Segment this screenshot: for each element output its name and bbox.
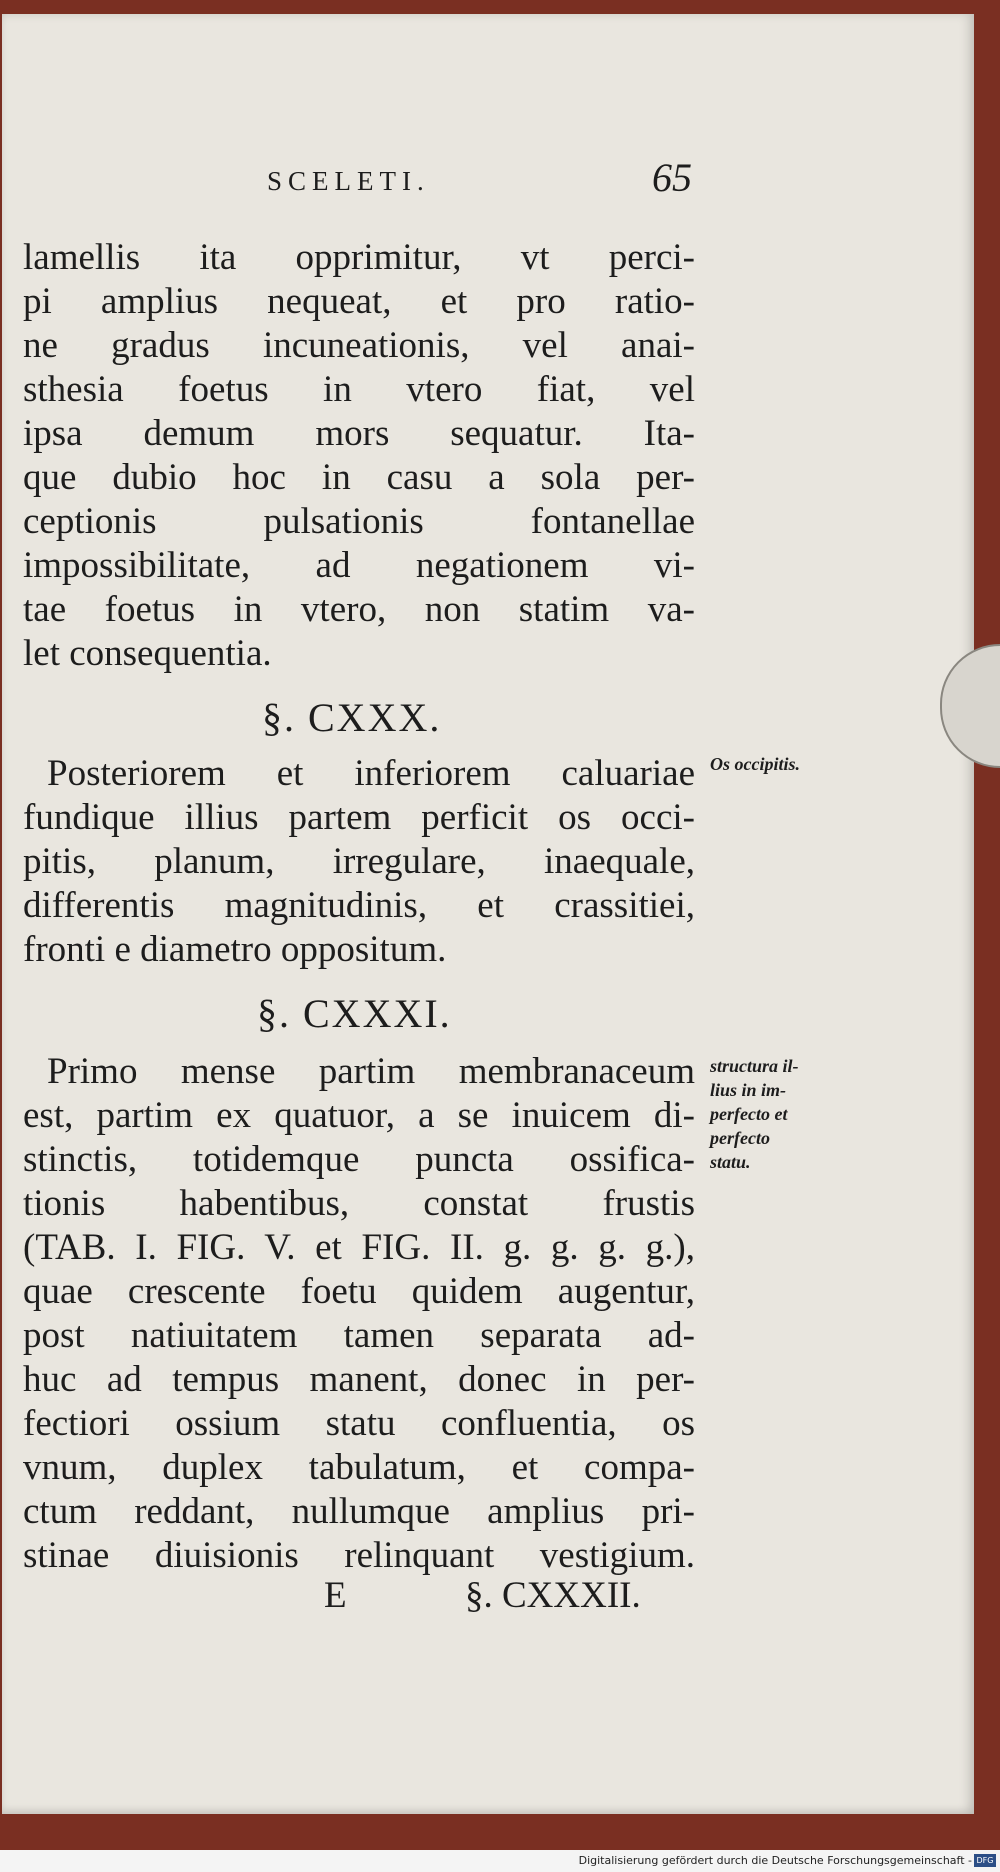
footer-credit: Digitalisierung gefördert durch die Deutsche Forschungsgemeinschaft - <box>578 1854 972 1867</box>
text-line: fundique illius partem perficit os occi- <box>23 797 695 838</box>
text-line: ne gradus incuneationis, vel anai- <box>23 325 695 366</box>
digitization-footer <box>0 1850 1000 1872</box>
book-page <box>2 14 974 1814</box>
margin-note: statu. <box>710 1152 751 1172</box>
page-tab-marker <box>940 644 1000 768</box>
running-head: SCELETI. <box>267 166 430 196</box>
margin-note: Os occipitis. <box>710 754 800 774</box>
margin-note: structura il- <box>710 1056 799 1076</box>
text-line: (TAB. I. FIG. V. et FIG. II. g. g. g. g.), <box>23 1227 695 1268</box>
text-line: post natiuitatem tamen separata ad- <box>23 1315 695 1356</box>
text-line: est, partim ex quatuor, a se inuicem di- <box>23 1095 695 1136</box>
page-number: 65 <box>652 155 692 200</box>
text-line: vnum, duplex tabulatum, et compa- <box>23 1447 695 1488</box>
margin-note: lius in im- <box>710 1080 787 1100</box>
text-line: stinctis, totidemque puncta ossifica- <box>23 1139 695 1180</box>
text-line: lamellis ita opprimitur, vt perci- <box>23 237 695 278</box>
text-line: fectiori ossium statu confluentia, os <box>23 1403 695 1444</box>
catchword: §. CXXXII. <box>465 1575 641 1616</box>
text-line: Primo mense partim membranaceum <box>47 1051 695 1092</box>
text-line: pi amplius nequeat, et pro ratio- <box>23 281 695 322</box>
text-line: ipsa demum mors sequatur. Ita- <box>23 413 695 454</box>
text-line: stinae diuisionis relinquant vestigium. <box>23 1535 695 1576</box>
text-line: impossibilitate, ad negationem vi- <box>23 545 695 586</box>
text-line: Posteriorem et inferiorem caluariae <box>47 753 695 794</box>
text-line: tae foetus in vtero, non statim va- <box>23 589 695 630</box>
margin-note: perfecto et <box>710 1104 788 1124</box>
text-line: ctum reddant, nullumque amplius pri- <box>23 1491 695 1532</box>
text-line: differentis magnitudinis, et crassitiei, <box>23 885 695 926</box>
dfg-logo: DFG <box>974 1854 996 1867</box>
text-line: fronti e diametro oppositum. <box>23 929 447 970</box>
text-line: huc ad tempus manent, donec in per- <box>23 1359 695 1400</box>
text-line: pitis, planum, irregulare, inaequale, <box>23 841 695 882</box>
signature-mark: E <box>324 1575 347 1616</box>
margin-note: perfecto <box>710 1128 770 1148</box>
text-line: tionis habentibus, constat frustis <box>23 1183 695 1224</box>
text-line: que dubio hoc in casu a sola per- <box>23 457 695 498</box>
text-line: quae crescente foetu quidem augentur, <box>23 1271 695 1312</box>
text-line: sthesia foetus in vtero fiat, vel <box>23 369 695 410</box>
section-heading: §. CXXXI. <box>257 991 452 1036</box>
text-line: ceptionis pulsationis fontanellae <box>23 501 695 542</box>
text-line: let consequentia. <box>23 633 272 674</box>
section-heading: §. CXXX. <box>262 695 442 740</box>
